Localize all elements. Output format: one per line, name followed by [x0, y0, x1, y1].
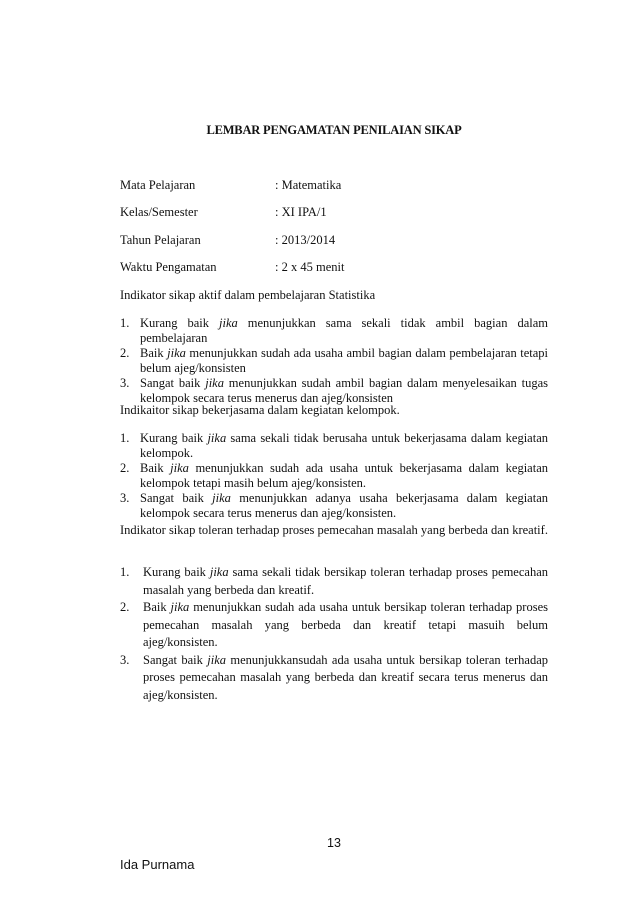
item-text: menunjukkan sama sekali tidak ambil bagian dalam pembelajaran: [140, 316, 548, 345]
item-keyword: jika: [207, 431, 227, 445]
list-item: [120, 564, 548, 599]
list-item: [120, 461, 548, 491]
section-b-heading: Indikaitor sikap bekerjasama dalam kegiatan kelompok.: [120, 403, 400, 417]
item-keyword: jika: [207, 652, 226, 667]
item-number: 3.: [120, 652, 130, 667]
item-text: menunjukkan sudah ada usaha untuk bekerjasama dalam kegiatan kelompok tetapi masih belum ajeg/konsisten.: [140, 461, 548, 490]
section-a-list: [120, 316, 548, 406]
item-lead: Sangat baik: [143, 652, 208, 667]
item-number: 1.: [120, 565, 130, 579]
item-lead: Kurang baik: [140, 431, 208, 445]
list-item: [120, 346, 548, 376]
list-item: [120, 652, 548, 705]
footer-author: Ida Purnama: [120, 857, 195, 872]
section-c-list: [120, 564, 548, 704]
item-text: menunjukkan sudah ambil bagian dalam menyelesaikan tugas kelompok secara terus menerus dan ajeg/konsisten: [140, 376, 548, 405]
item-keyword: jika: [212, 491, 231, 505]
item-text: menunjukkan adanya usaha bekerjasama dalam kegiatan kelompok secara terus menerus dan ajeg/konsisten.: [140, 491, 548, 520]
item-keyword: jika: [170, 600, 190, 614]
item-lead: Sangat baik: [140, 376, 206, 390]
item-number: 2.: [120, 600, 130, 614]
item-keyword: jika: [209, 565, 229, 579]
page-number: 13: [327, 836, 341, 850]
item-lead: Kurang baik: [143, 565, 210, 579]
item-text: menunjukkan sudah ada usaha untuk bersikap toleran terhadap proses pemecahan masalah yang berbeda dan kreatif tetapi masuih belum ajeg/konsisten.: [143, 600, 548, 649]
item-text: menunjukkansudah ada usaha untuk bersikap toleran terhadap proses pemecahan masalah yang berbeda dan kreatif secara terus menerus dan ajeg/konsisten.: [143, 652, 548, 702]
item-lead: Kurang baik: [140, 316, 220, 330]
item-number: 2.: [120, 461, 130, 475]
item-number: 1.: [120, 316, 130, 330]
info-label: Waktu Pengamatan: [120, 260, 217, 274]
item-text: sama sekali tidak bersikap toleran terhadap proses pemecahan masalah yang berbeda dan kreatif.: [143, 565, 548, 597]
item-lead: Baik: [143, 600, 171, 614]
item-keyword: jika: [170, 461, 189, 475]
item-keyword: jika: [167, 346, 186, 360]
info-label: Mata Pelajaran: [120, 178, 196, 192]
item-lead: Baik: [140, 346, 168, 360]
item-keyword: jika: [219, 316, 238, 330]
item-number: 3.: [120, 491, 130, 505]
info-value: : Matematika: [275, 178, 342, 192]
section-a-heading: Indikator sikap aktif dalam pembelajaran Statistika: [120, 288, 376, 302]
list-item: [120, 316, 548, 346]
info-value: : 2013/2014: [275, 233, 336, 247]
item-number: 3.: [120, 376, 130, 390]
item-lead: Baik: [140, 461, 171, 475]
item-lead: Sangat baik: [140, 491, 213, 505]
list-item: [120, 431, 548, 461]
item-text: menunjukkan sudah ada usaha ambil bagian dalam pembelajaran tetapi belum ajeg/konsisten: [140, 346, 548, 375]
list-item: [120, 376, 548, 406]
page-title: LEMBAR PENGAMATAN PENILAIAN SIKAP: [206, 123, 462, 137]
item-number: 2.: [120, 346, 130, 360]
item-text: sama sekali tidak berusaha untuk bekerjasama dalam kegiatan kelompok.: [140, 431, 549, 460]
item-number: 1.: [120, 431, 130, 445]
list-item: [120, 599, 548, 652]
info-value: : 2 x 45 menit: [275, 260, 345, 274]
info-value: : XI IPA/1: [275, 205, 327, 219]
section-c-heading: Indikator sikap toleran terhadap proses pemecahan masalah yang berbeda dan kreatif.: [120, 523, 548, 537]
section-b-list: [120, 431, 548, 521]
item-keyword: jika: [205, 376, 224, 390]
info-label: Tahun Pelajaran: [120, 233, 201, 247]
list-item: [120, 491, 548, 521]
info-label: Kelas/Semester: [120, 205, 198, 219]
